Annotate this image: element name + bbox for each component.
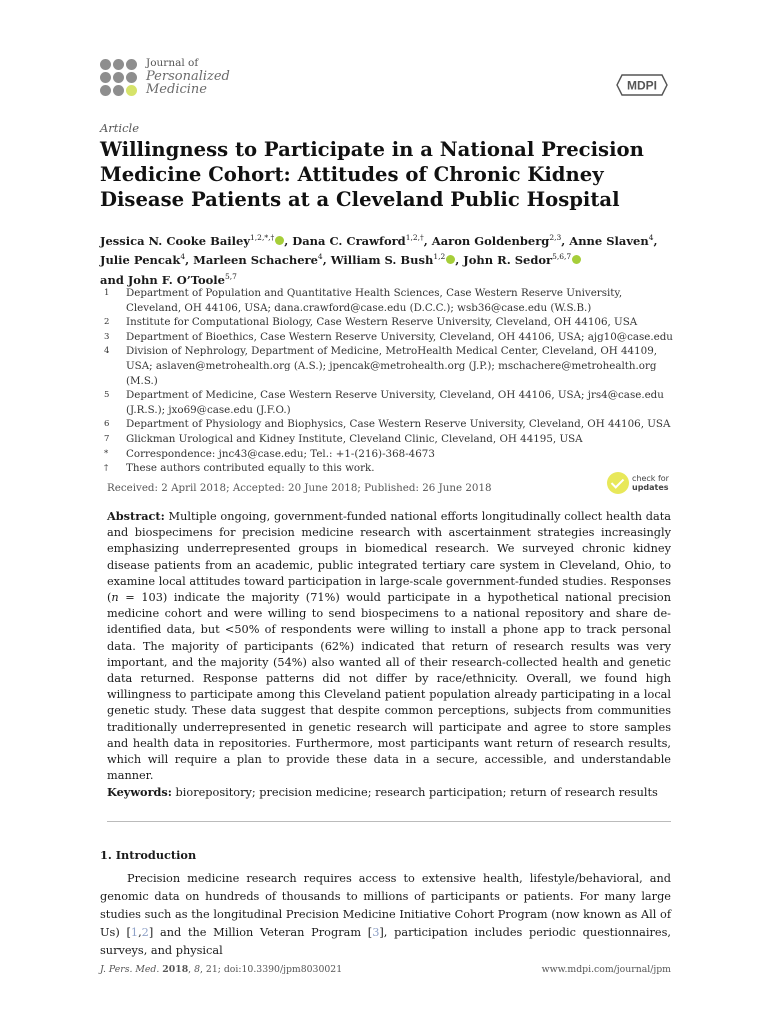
affiliation-marker: 7 (104, 433, 110, 444)
check-updates-icon (607, 472, 629, 494)
author-separator: , (653, 233, 658, 248)
affiliation-marker: † (104, 463, 109, 474)
affiliation-item (100, 344, 680, 388)
affiliation-item (100, 286, 680, 315)
author[interactable]: Aaron Goldenberg (431, 233, 550, 248)
author-separator: , (185, 253, 194, 268)
affiliation-marker: 5 (104, 390, 110, 401)
affiliation-text: Institute for Computational Biology, Case Western Reserve University, Cleveland, OH 44106, USA (126, 316, 638, 329)
author-separator: , (423, 233, 432, 248)
citation-link[interactable]: 1 (130, 926, 139, 939)
affiliation-text: Department of Physiology and Biophysics, Case Western Reserve University, Cleveland, OH 44106, USA (126, 418, 671, 431)
journal-name (146, 57, 230, 96)
author-affil-sup: 1,2,*,† (250, 233, 275, 242)
abstract-label: Abstract: (107, 509, 165, 523)
footer-volume: 8 (194, 964, 201, 975)
footer-doi[interactable]: , 21; doi:10.3390/jpm8030021 (200, 964, 343, 975)
author[interactable]: William S. Bush (330, 253, 434, 268)
author-affil-sup: 4 (648, 233, 654, 242)
affiliation-text: Department of Bioethics, Case Western Reserve University, Cleveland, OH 44106, USA; ajg10@case.edu (126, 330, 673, 343)
author[interactable]: Anne Slaven (569, 233, 649, 248)
author-affil-sup: 1,2,† (405, 233, 424, 242)
check-for-updates-badge[interactable] (607, 472, 669, 494)
journal-name-line1: Journal of (146, 57, 199, 69)
affiliation-item (100, 315, 680, 330)
section-divider (107, 821, 671, 822)
affiliation-text: Department of Medicine, Case Western Reserve University, Cleveland, OH 44106, USA; jrs4@case.edu (J.R.S.); jxo69@case.edu (J.F.O.) (126, 389, 664, 416)
affiliation-marker: 3 (104, 331, 110, 342)
affiliation-marker: 6 (104, 419, 110, 430)
affiliation-item (100, 417, 680, 432)
introduction-paragraph (100, 870, 671, 960)
intro-text: ] and the Million Veteran Program [ (148, 926, 373, 939)
author[interactable]: Jessica N. Cooke Bailey (100, 233, 251, 248)
orcid-icon[interactable] (446, 255, 455, 264)
abstract (107, 508, 671, 784)
check-updates-line2: updates (632, 483, 669, 492)
affiliation-list (100, 286, 680, 476)
footer-citation: J. Pers. Med. 2018, 8, 21; doi:10.3390/jpm8030021 (100, 964, 343, 975)
footer-journal-url[interactable]: www.mdpi.com/journal/jpm (541, 964, 671, 975)
equal-contribution-text: These authors contributed equally to this work. (126, 462, 375, 475)
affiliation-text: Department of Population and Quantitative Health Sciences, Case Western Reserve University, Cleveland, OH 44106, USA; dana.crawford@case.edu (D.C.C.); wsb36@case.edu (W.S.B.) (126, 287, 623, 314)
keywords-label: Keywords: (107, 785, 172, 799)
check-updates-text (632, 474, 669, 492)
affiliation-item (100, 432, 680, 447)
journal-name-line3: Medicine (146, 82, 207, 97)
author-separator: , (284, 233, 293, 248)
affiliation-item (100, 388, 680, 417)
publication-dates: Received: 2 April 2018; Accepted: 20 June 2018; Published: 26 June 2018 (107, 482, 492, 494)
author-separator: , (322, 253, 331, 268)
affiliation-text: Division of Nephrology, Department of Medicine, MetroHealth Medical Center, Cleveland, OH 44109, USA; aslaven@metrohealth.org (A.S.); jpencak@metrohealth.org (J.P.); mschachere@metrohealth.org (M.S.) (126, 345, 658, 387)
footer-year: 2018 (162, 964, 189, 975)
author-list (100, 230, 675, 288)
journal-logo (100, 57, 230, 96)
author-affil-sup: 5,7 (225, 271, 237, 281)
check-updates-line1: check for (632, 474, 669, 483)
intro-text: , (138, 926, 142, 939)
author-affil-sup: 1,2 (433, 252, 446, 262)
affiliation-marker: 1 (104, 288, 110, 298)
author-separator: , (455, 253, 464, 268)
publisher-name: MDPI (627, 78, 657, 93)
orcid-icon[interactable] (572, 255, 581, 264)
abstract-text-part2: = 103) indicate the majority (71%) would participate in a hypothetical national precision medicine cohort and were willing to send biospecimens to a national repository and share de-identified data, but <50% of respondents were willing to install a phone app to track personal data. The majority of participants (62%) indicated that return of research results was very important, and the majority (54%) also wanted all of their research-collected health and genetic data returned. Response patterns did not differ by race/ethnicity. Overall, we found high willingness to participate among this Cleveland patient population already participating in a local genetic study. These data suggest that despite common perceptions, subjects from communities traditionally underrepresented in genetic research will participate and agree to store samples and health data in repositories. Furthermore, most participants want return of research results, which will require a plan to provide these data in a secure, accessible, and understandable manner. (107, 591, 671, 783)
journal-logo-dots-icon (100, 59, 137, 96)
article-type: Article (100, 121, 140, 135)
affiliation-item (100, 330, 680, 345)
author[interactable]: John R. Sedor (463, 253, 553, 268)
article-title: Willingness to Participate in a National Precision Medicine Cohort: Attitudes of Chronic Kidney Disease Patients at a Cleveland Public Hospital (100, 138, 644, 211)
correspondence (100, 447, 680, 462)
correspondence-text[interactable]: Correspondence: jnc43@case.edu; Tel.: +1-(216)-368-4673 (126, 447, 435, 460)
abstract-text-part1: Multiple ongoing, government-funded national efforts longitudinally collect health data and biospecimens for precision medicine research with ascertainment strategies increasingly emphasizing underrepresented groups in biomedical research. We surveyed chronic kidney disease patients from an academic, public integrated tertiary care system in Cleveland, Ohio, to examine local attitudes toward participation in large-scale government-funded studies. Responses ( (107, 510, 671, 605)
citation-link[interactable]: 3 (372, 926, 380, 939)
affiliation-marker: * (104, 448, 109, 459)
intro-text: Precision medicine research requires access to extensive health, lifestyle/behavioral, and genomic data on hundreds of thousands to millions of participants or patients. For many large studies such as the longitudinal Precision Medicine Initiative Cohort Program (now known as All of Us) [ (100, 872, 671, 939)
citation-link[interactable]: 2 (141, 926, 149, 939)
orcid-icon[interactable] (275, 236, 284, 245)
affiliation-text: Glickman Urological and Kidney Institute, Cleveland Clinic, Cleveland, OH 44195, USA (126, 432, 583, 445)
keywords-text: biorepository; precision medicine; research participation; return of research results (171, 786, 658, 799)
equal-contribution-note (100, 461, 680, 476)
author-affil-sup: 4 (317, 252, 323, 262)
affiliation-marker: 4 (104, 346, 110, 357)
author-separator: , (561, 233, 570, 248)
section-heading-introduction: 1. Introduction (100, 848, 197, 862)
keywords (107, 785, 671, 799)
abstract-n-variable: n (111, 591, 119, 605)
author[interactable]: Marleen Schachere (193, 253, 318, 268)
intro-text: ], participation includes periodic questionnaires, surveys, and physical (100, 926, 671, 957)
mdpi-logo-icon (616, 74, 668, 96)
affiliation-marker: 2 (104, 317, 110, 328)
author-affil-sup: 5,6,7 (552, 252, 572, 262)
author[interactable]: Dana C. Crawford (292, 233, 406, 248)
footer-journal-abbr: J. Pers. Med. (100, 964, 160, 975)
author-affil-sup: 4 (180, 252, 186, 262)
author[interactable]: Julie Pencak (100, 253, 181, 268)
author-affil-sup: 2,3 (549, 233, 562, 242)
journal-name-line2: Personalized (146, 69, 230, 84)
author[interactable]: and John F. O’Toole (100, 272, 225, 287)
